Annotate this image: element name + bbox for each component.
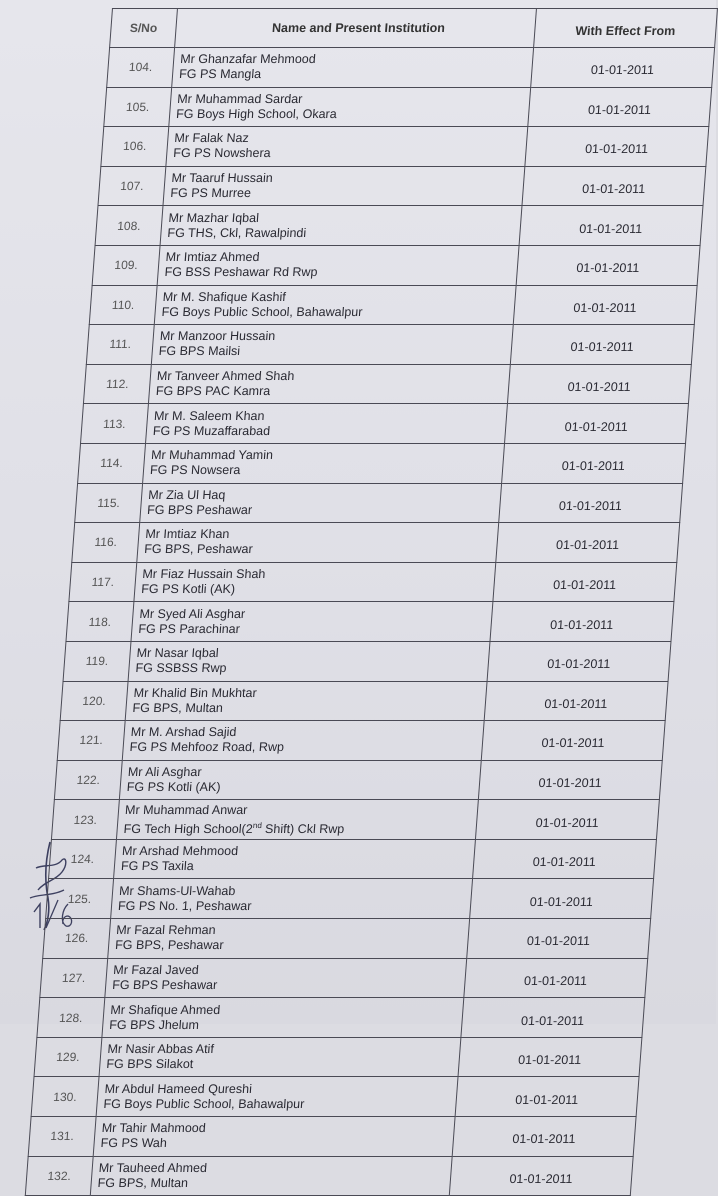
- table-row: [40, 958, 648, 998]
- serial-number: 104.: [107, 48, 175, 88]
- effective-date: 01-01-2011: [531, 48, 715, 88]
- effective-date: 01-01-2011: [525, 127, 709, 167]
- institution-name: FG PS Nowsera: [149, 463, 241, 478]
- serial-number: 106.: [101, 127, 169, 167]
- name-institution-cell: [122, 721, 484, 761]
- serial-number: 113.: [81, 404, 149, 444]
- institution-name: FG PS Kotli (AK): [140, 582, 236, 597]
- effective-date: 01-01-2011: [516, 245, 700, 285]
- staff-table-wrapper: [37, 8, 708, 1190]
- person-name: Mr Tahir Mahmood: [101, 1121, 207, 1136]
- table-row: [25, 1156, 633, 1196]
- serial-number: 109.: [92, 245, 160, 285]
- institution-name: FG PS Taxila: [120, 859, 195, 874]
- serial-number: 119.: [63, 641, 131, 681]
- person-name: Mr Syed Ali Asghar: [139, 606, 246, 621]
- person-name: Mr Shams-Ul-Wahab: [118, 883, 236, 898]
- serial-number: 115.: [75, 483, 143, 523]
- person-name: Mr Muhammad Anwar: [124, 802, 248, 817]
- table-row: [81, 404, 689, 444]
- name-institution-cell: [119, 760, 481, 800]
- table-row: [37, 998, 645, 1038]
- table-body: [25, 48, 714, 1196]
- effective-date: 01-01-2011: [522, 166, 706, 206]
- effective-date: 01-01-2011: [484, 681, 668, 721]
- name-institution-cell: [102, 998, 464, 1038]
- institution-name: FG PS No. 1, Peshawar: [117, 898, 252, 913]
- person-name: Mr Muhammad Sardar: [176, 91, 303, 106]
- institution-name: FG PS Mangla: [178, 67, 262, 82]
- table-row: [75, 483, 683, 523]
- name-institution-cell: [114, 839, 476, 879]
- person-name: Mr M. Arshad Sajid: [130, 725, 237, 740]
- effective-date: 01-01-2011: [502, 443, 686, 483]
- institution-name: FG Boys High School, Okara: [175, 106, 338, 121]
- person-name: Mr Falak Naz: [173, 131, 250, 146]
- serial-number: 120.: [60, 681, 128, 721]
- institution-name: FG BPS, Multan: [97, 1175, 189, 1190]
- serial-number: 128.: [37, 998, 105, 1038]
- institution-part: Shift) Ckl Rwp: [261, 821, 345, 836]
- person-name: Mr Zia Ul Haq: [147, 487, 226, 502]
- effective-date: 01-01-2011: [519, 206, 703, 246]
- person-name: Mr Tanveer Ahmed Shah: [156, 369, 295, 384]
- name-institution-cell: [160, 206, 522, 246]
- institution-name: FG PS Mehfooz Road, Rwp: [129, 740, 285, 755]
- effective-date: 01-01-2011: [478, 760, 662, 800]
- table-row: [49, 839, 657, 879]
- serial-number: 127.: [40, 958, 108, 998]
- effective-date: 01-01-2011: [449, 1156, 633, 1196]
- institution-name: FG BSS Peshawar Rd Rwp: [164, 265, 318, 280]
- person-name: Mr Fazal Javed: [112, 962, 200, 977]
- institution-name: FG PS Nowshera: [172, 146, 272, 161]
- serial-number: 114.: [78, 443, 146, 483]
- person-name: Mr Arshad Mehmood: [121, 844, 239, 859]
- institution-name: FG Boys Public School, Bahawalpur: [103, 1096, 305, 1111]
- effective-date: 01-01-2011: [499, 483, 683, 523]
- table-row: [78, 443, 686, 483]
- table-row: [66, 602, 674, 642]
- institution-name: FG BPS Mailsi: [158, 344, 241, 359]
- name-institution-cell: [146, 404, 508, 444]
- table-row: [57, 721, 665, 761]
- date-header: With Effect From: [534, 9, 718, 48]
- table-row: [92, 245, 700, 285]
- institution-name: FG PS Murree: [169, 186, 252, 201]
- effective-date: 01-01-2011: [481, 721, 665, 761]
- institution-name: FG BPS, Multan: [132, 700, 224, 715]
- name-institution-cell: [96, 1077, 458, 1117]
- sno-header: S/No: [110, 9, 178, 48]
- name-institution-cell: [128, 641, 490, 681]
- serial-number: 117.: [69, 562, 137, 602]
- serial-number: 132.: [25, 1156, 93, 1196]
- effective-date: 01-01-2011: [464, 958, 648, 998]
- table-row: [43, 919, 651, 959]
- person-name: Mr M. Shafique Kashif: [162, 289, 287, 304]
- table-row: [34, 1037, 642, 1077]
- effective-date: 01-01-2011: [473, 839, 657, 879]
- table-row: [98, 166, 706, 206]
- name-institution-cell: [99, 1037, 461, 1077]
- table-row: [28, 1117, 636, 1157]
- person-name: Mr Nasir Abbas Atif: [107, 1042, 215, 1057]
- institution-name: FG PS Muzaffarabad: [152, 423, 271, 438]
- person-name: Mr M. Saleem Khan: [153, 408, 266, 423]
- serial-number: 124.: [49, 839, 117, 879]
- institution-name: FG BPS Silakot: [105, 1057, 194, 1072]
- staff-table: [25, 8, 718, 1196]
- institution-name: FG BPS Peshawar: [146, 502, 253, 517]
- person-name: Mr Imtiaz Khan: [144, 527, 230, 542]
- name-institution-cell: [163, 166, 525, 206]
- effective-date: 01-01-2011: [455, 1077, 639, 1117]
- person-name: Mr Khalid Bin Mukhtar: [133, 685, 258, 700]
- effective-date: 01-01-2011: [510, 325, 694, 365]
- name-institution-cell: [116, 800, 478, 840]
- person-name: Mr Imtiaz Ahmed: [165, 250, 260, 265]
- institution-name: FG PS Kotli (AK): [126, 779, 222, 794]
- serial-number: 112.: [83, 364, 151, 404]
- name-institution-cell: [108, 919, 470, 959]
- institution-name: [123, 818, 476, 837]
- serial-number: 125.: [46, 879, 114, 919]
- effective-date: 01-01-2011: [452, 1117, 636, 1157]
- serial-number: 126.: [43, 919, 111, 959]
- name-institution-cell: [140, 483, 502, 523]
- name-institution-cell: [137, 523, 499, 563]
- table-row: [101, 127, 709, 167]
- effective-date: 01-01-2011: [513, 285, 697, 325]
- table-row: [83, 364, 691, 404]
- table-row: [46, 879, 654, 919]
- institution-name: FG BPS Jhelum: [108, 1017, 200, 1032]
- name-institution-cell: [166, 127, 528, 167]
- serial-number: 121.: [57, 721, 125, 761]
- effective-date: 01-01-2011: [475, 800, 659, 840]
- serial-number: 129.: [34, 1037, 102, 1077]
- name-institution-cell: [90, 1156, 452, 1196]
- table-header-row: [110, 9, 718, 48]
- serial-number: 130.: [31, 1077, 99, 1117]
- name-institution-cell: [151, 325, 513, 365]
- institution-name: FG BPS Peshawar: [111, 977, 218, 992]
- serial-number: 111.: [86, 325, 154, 365]
- person-name: Mr Abdul Hameed Qureshi: [104, 1081, 253, 1096]
- name-institution-cell: [93, 1117, 455, 1157]
- serial-number: 105.: [104, 87, 172, 127]
- table-row: [107, 48, 715, 88]
- name-institution-cell: [169, 87, 531, 127]
- serial-number: 110.: [89, 285, 157, 325]
- table-row: [104, 87, 712, 127]
- table-row: [54, 760, 662, 800]
- table-row: [31, 1077, 639, 1117]
- effective-date: 01-01-2011: [505, 404, 689, 444]
- table-row: [89, 285, 697, 325]
- table-row: [86, 325, 694, 365]
- name-institution-cell: [143, 443, 505, 483]
- person-name: Mr Muhammad Yamin: [150, 448, 274, 463]
- serial-number: 107.: [98, 166, 166, 206]
- institution-name: FG THS, Ckl, Rawalpindi: [166, 225, 307, 240]
- name-institution-cell: [172, 48, 534, 88]
- effective-date: 01-01-2011: [470, 879, 654, 919]
- name-institution-cell: [157, 245, 519, 285]
- effective-date: 01-01-2011: [507, 364, 691, 404]
- institution-name: FG PS Parachinar: [137, 621, 241, 636]
- institution-name: FG Boys Public School, Bahawalpur: [161, 304, 363, 319]
- name-institution-cell: [131, 602, 493, 642]
- person-name: Mr Fiaz Hussain Shah: [141, 567, 266, 582]
- institution-name: FG SSBSS Rwp: [135, 661, 228, 676]
- name-institution-cell: [134, 562, 496, 602]
- name-institution-cell: [111, 879, 473, 919]
- name-institution-cell: [125, 681, 487, 721]
- effective-date: 01-01-2011: [496, 523, 680, 563]
- name-institution-cell: [148, 364, 510, 404]
- institution-name: FG BPS, Peshawar: [114, 938, 225, 953]
- table-row: [72, 523, 680, 563]
- institution-superscript: nd: [252, 820, 263, 830]
- person-name: Mr Tauheed Ahmed: [98, 1160, 208, 1175]
- effective-date: 01-01-2011: [461, 998, 645, 1038]
- name-institution-cell: [154, 285, 516, 325]
- person-name: Mr Fazal Rehman: [115, 923, 217, 938]
- institution-name: FG BPS PAC Kamra: [155, 384, 271, 399]
- effective-date: 01-01-2011: [458, 1037, 642, 1077]
- person-name: Mr Nasar Iqbal: [136, 646, 220, 661]
- serial-number: 131.: [28, 1117, 96, 1157]
- table-row: [69, 562, 677, 602]
- institution-name: FG PS Wah: [100, 1136, 168, 1151]
- serial-number: 108.: [95, 206, 163, 246]
- serial-number: 116.: [72, 523, 140, 563]
- person-name: Mr Taaruf Hussain: [170, 171, 274, 186]
- person-name: Mr Ghanzafar Mehmood: [179, 52, 317, 67]
- name-header: Name and Present Institution: [175, 9, 537, 48]
- table-row: [95, 206, 703, 246]
- effective-date: 01-01-2011: [490, 602, 674, 642]
- person-name: Mr Ali Asghar: [127, 764, 203, 779]
- person-name: Mr Shafique Ahmed: [109, 1002, 221, 1017]
- effective-date: 01-01-2011: [487, 641, 671, 681]
- institution-part: FG Tech High School(2: [123, 821, 254, 836]
- person-name: Mr Manzoor Hussain: [159, 329, 276, 344]
- serial-number: 123.: [51, 800, 119, 840]
- effective-date: 01-01-2011: [467, 919, 651, 959]
- person-name: Mr Mazhar Iqbal: [168, 210, 260, 225]
- effective-date: 01-01-2011: [493, 562, 677, 602]
- effective-date: 01-01-2011: [528, 87, 712, 127]
- institution-name: FG BPS, Peshawar: [143, 542, 254, 557]
- name-institution-cell: [105, 958, 467, 998]
- table-row: [51, 800, 659, 840]
- table-row: [60, 681, 668, 721]
- serial-number: 122.: [54, 760, 122, 800]
- serial-number: 118.: [66, 602, 134, 642]
- table-row: [63, 641, 671, 681]
